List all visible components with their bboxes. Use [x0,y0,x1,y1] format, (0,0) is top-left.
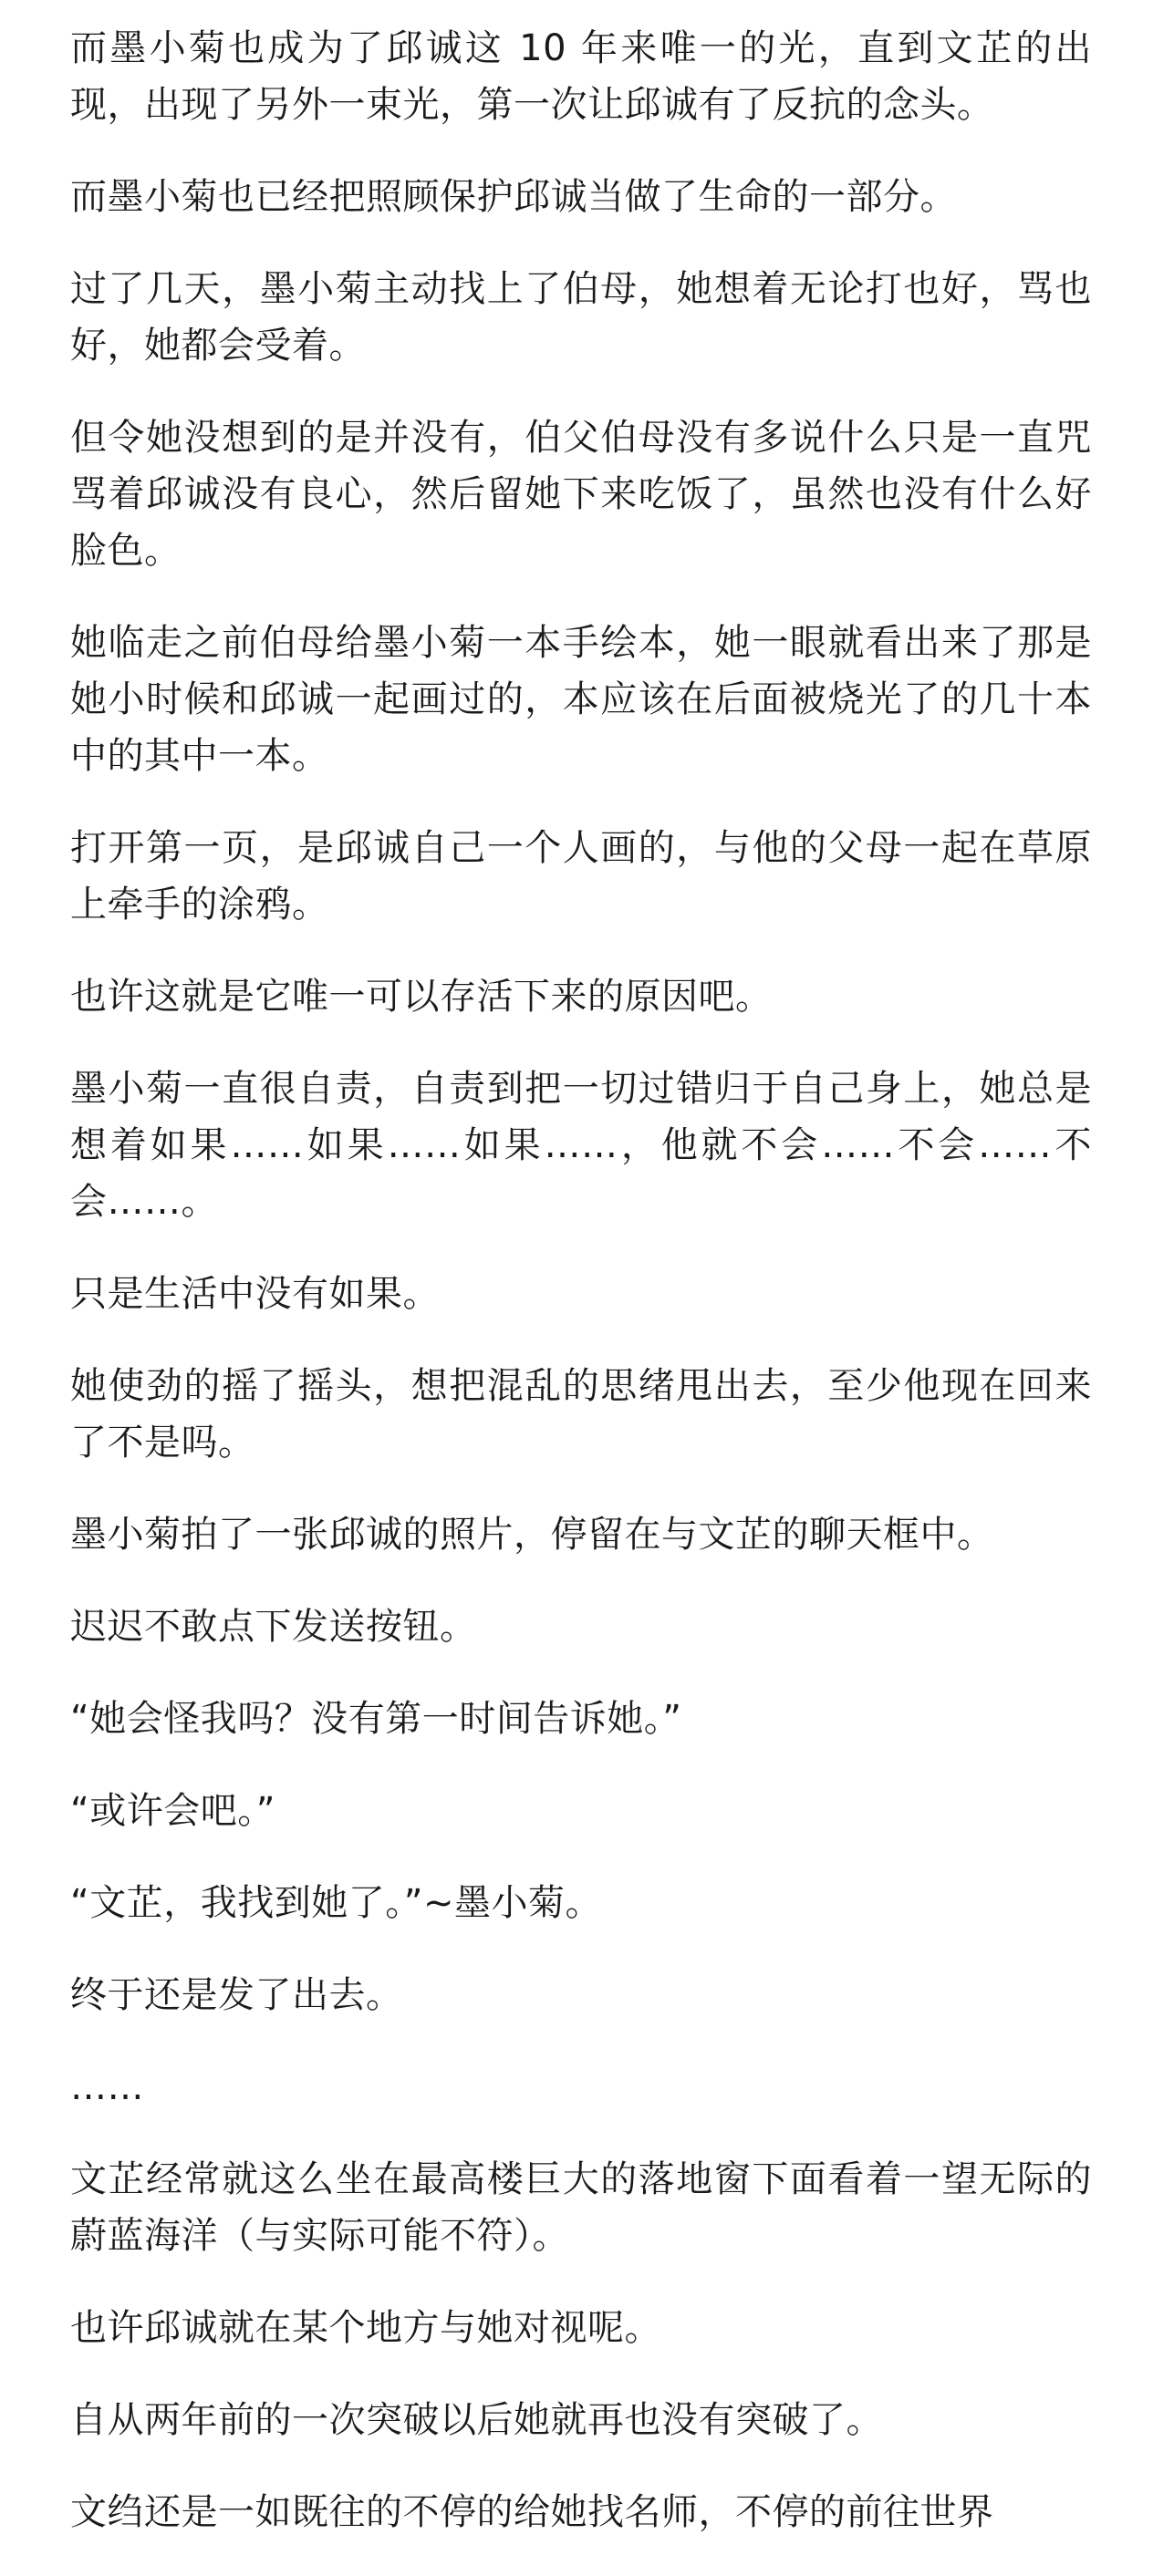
paragraph: “或许会吧。” [70,1790,275,1832]
paragraph: “文芷，我找到她了。”~墨小菊。 [70,1882,602,1924]
paragraph: 打开第一页，是邱诚自己一个人画的，与他的父母一起在草原上牵手的涂鸦。 [70,827,1092,926]
paragraph: 墨小菊一直很自责，自责到把一切过错归于自己身上，她总是想着如果……如果……如果……，他就不会……不会……不会……。 [70,1068,1092,1223]
paragraph: 文芷经常就这么坐在最高楼巨大的落地窗下面看着一望无际的蔚蓝海洋（与实际可能不符）。 [70,2158,1092,2257]
paragraph: 终于还是发了出去。 [70,1974,403,2016]
paragraph: 也许邱诚就在某个地方与她对视呢。 [70,2307,661,2349]
paragraph: 而墨小菊也成为了邱诚这 10 年来唯一的光，直到文芷的出现，出现了另外一束光，第一次让邱诚有了反抗的念头。 [70,27,1092,126]
paragraph: 也许这就是它唯一可以存活下来的原因吧。 [70,976,773,1018]
paragraph: “她会怪我吗？没有第一时间告诉她。” [70,1698,682,1740]
paragraph: 她临走之前伯母给墨小菊一本手绘本，她一眼就看出来了那是她小时候和邱诚一起画过的，本应该在后面被烧光了的几十本中的其中一本。 [70,622,1092,777]
paragraph: 她使劲的摇了摇头，想把混乱的思绪甩出去，至少他现在回来了不是吗。 [70,1365,1092,1464]
paragraph: 而墨小菊也已经把照顾保护邱诚当做了生命的一部分。 [70,176,957,218]
section-separator: …… [70,2066,144,2108]
paragraph: 自从两年前的一次突破以后她就再也没有突破了。 [70,2399,883,2441]
paragraph: 文绉还是一如既往的不停的给她找名师，不停的前往世界 [70,2491,994,2533]
paragraph: 但令她没想到的是并没有，伯父伯母没有多说什么只是一直咒骂着邱诚没有良心，然后留她下来吃饭了，虽然也没有什么好脸色。 [70,417,1092,572]
paragraph: 迟迟不敢点下发送按钮。 [70,1606,477,1648]
paragraph: 只是生活中没有如果。 [70,1273,440,1315]
paragraph: 墨小菊拍了一张邱诚的照片，停留在与文芷的聊天框中。 [70,1514,994,1556]
paragraph: 过了几天，墨小菊主动找上了伯母，她想着无论打也好，骂也好，她都会受着。 [70,268,1092,367]
